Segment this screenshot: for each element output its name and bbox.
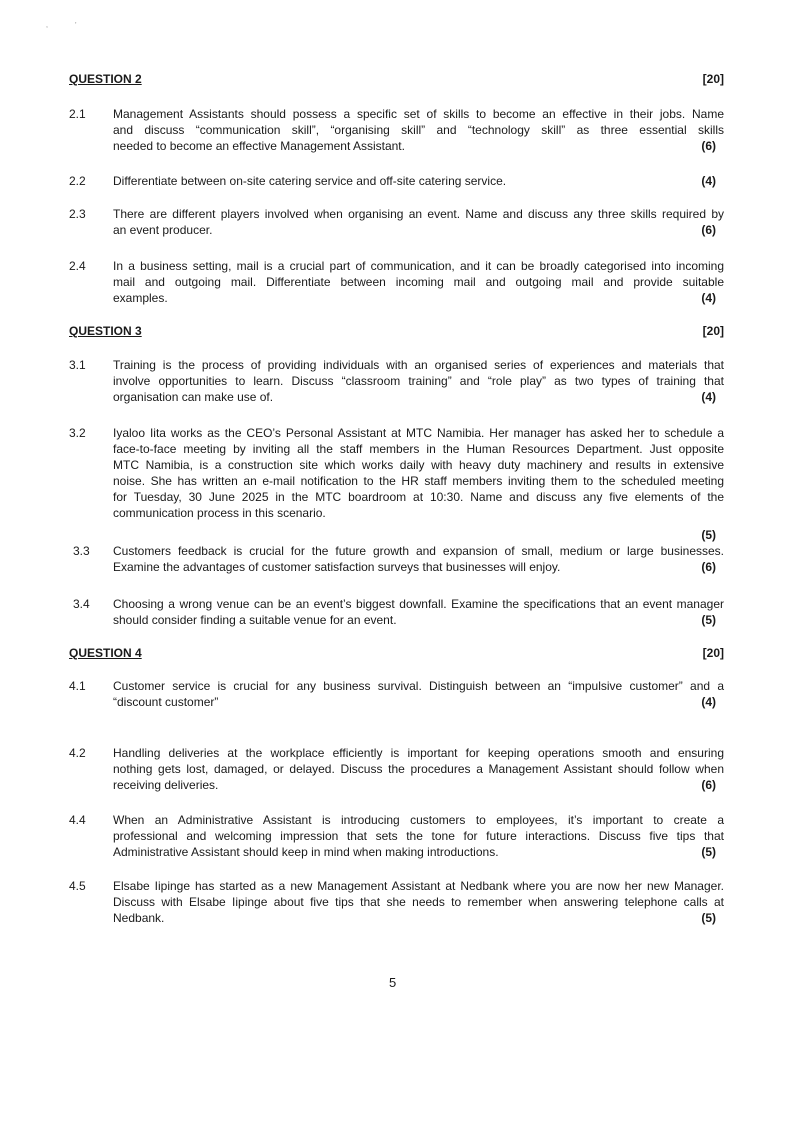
text-line: Customer service is crucial for any business survival. Distinguish between an “impulsive customer” and a (113, 679, 724, 693)
text-line: face-to-face meeting by inviting all the staff members in the Human Resources Department. Just opposite (113, 442, 724, 456)
text-line: Administrative Assistant should keep in mind when making introductions. (113, 845, 499, 859)
question-text (113, 596, 724, 628)
question-marks: (6) (701, 778, 716, 792)
question-text (113, 206, 724, 238)
question-number: 3.1 (69, 358, 86, 372)
question-text (113, 878, 724, 926)
text-line: Elsabe Iipinge has started as a new Management Assistant at Nedbank where you are now her new Manager. (113, 879, 724, 893)
question-heading (69, 71, 724, 87)
question-text (113, 812, 724, 860)
question-text (113, 745, 724, 793)
text-line: Nedbank. (113, 911, 165, 925)
text-line: Iyaloo Iita works as the CEO’s Personal Assistant at MTC Namibia. Her manager has asked her to schedule a (113, 426, 724, 440)
text-line: “discount customer” (113, 695, 219, 709)
question-total-marks: [20] (702, 324, 724, 338)
text-line: mail and outgoing mail. Differentiate between incoming mail and outgoing mail and provide suitable (113, 275, 724, 289)
question-number: 4.1 (69, 679, 86, 693)
question-marks: (5) (701, 613, 716, 627)
text-line: noise. She has written an e-mail notification to the HR staff members inviting them to the scheduled meeting (113, 474, 724, 488)
question-number: 2.2 (69, 174, 86, 188)
question-marks: (4) (701, 174, 716, 188)
question-text (113, 678, 724, 710)
question-text (113, 258, 724, 306)
question-text (113, 106, 724, 154)
question-number: 2.4 (69, 259, 86, 273)
text-line: MTC Namibia, is a construction site which works daily with heavy duty machinery and results in extensive (113, 458, 724, 472)
question-number: 3.3 (73, 544, 90, 558)
question-total-marks: [20] (702, 646, 724, 660)
page-number: 5 (389, 975, 397, 990)
text-line: Customers feedback is crucial for the future growth and expansion of small, medium or large businesses. (113, 544, 724, 558)
question-marks: (6) (701, 560, 716, 574)
question-number: 4.2 (69, 746, 86, 760)
text-line: an event producer. (113, 223, 213, 237)
text-line: involve opportunities to learn. Discuss “classroom training” and “role play” as two types of training that (113, 374, 724, 388)
text-line: should consider finding a suitable venue for an event. (113, 613, 397, 627)
question-heading (69, 645, 724, 661)
question-marks: (5) (701, 528, 716, 543)
question-number: 2.1 (69, 107, 86, 121)
question-marks: (5) (701, 845, 716, 859)
text-line: professional and welcoming impression that sets the tone for future interactions. Discuss five tips that (113, 829, 724, 843)
text-line: receiving deliveries. (113, 778, 219, 792)
question-text (113, 173, 724, 189)
text-line: Differentiate between on-site catering service and off-site catering service. (113, 174, 507, 188)
question-marks: (6) (701, 223, 716, 237)
text-line: Training is the process of providing individuals with an organised series of experiences and materials that (113, 358, 724, 372)
question-title: QUESTION 4 (69, 646, 142, 660)
text-line: There are different players involved when organising an event. Name and discuss any three skills required by (113, 207, 724, 221)
text-line: for Tuesday, 30 June 2025 in the MTC boardroom at 10:30. Name and discuss any five elements of the (113, 490, 724, 504)
text-line: needed to become an effective Management Assistant. (113, 139, 405, 153)
text-line: Choosing a wrong venue can be an event’s biggest downfall. Examine the specifications that an event manager (113, 597, 724, 611)
question-marks: (4) (701, 390, 716, 404)
scan-artifact: , ' (46, 22, 77, 29)
question-text (113, 357, 724, 405)
question-number: 4.4 (69, 813, 86, 827)
text-line: communication process in this scenario. (113, 506, 326, 520)
question-heading (69, 323, 724, 339)
text-line: organisation can make use of. (113, 390, 274, 404)
text-line: Discuss with Elsabe Iipinge about five tips that she needs to remember when answering telephone calls at (113, 895, 724, 909)
question-marks: (6) (701, 139, 716, 153)
text-line: When an Administrative Assistant is introducing customers to employees, it’s important to create a (113, 813, 724, 827)
question-title: QUESTION 2 (69, 72, 142, 86)
text-line: nothing gets lost, damaged, or delayed. Discuss the procedures a Management Assistant should follow when (113, 762, 724, 776)
question-number: 3.2 (69, 426, 86, 440)
question-text (113, 425, 724, 521)
text-line: examples. (113, 291, 168, 305)
text-line: Examine the advantages of customer satisfaction surveys that businesses will enjoy. (113, 560, 561, 574)
question-title: QUESTION 3 (69, 324, 142, 338)
question-number: 3.4 (73, 597, 90, 611)
text-line: In a business setting, mail is a crucial part of communication, and it can be broadly categorised into incoming (113, 259, 724, 273)
text-line: Handling deliveries at the workplace efficiently is important for keeping operations smooth and ensuring (113, 746, 724, 760)
question-marks: (5) (701, 911, 716, 925)
question-total-marks: [20] (702, 72, 724, 86)
text-line: Management Assistants should possess a specific set of skills to become an effective in their jobs. Name (113, 107, 724, 121)
question-text (113, 543, 724, 575)
question-number: 4.5 (69, 879, 86, 893)
text-line: and discuss “communication skill”, “organising skill” and “technology skill” as three essential skills (113, 123, 724, 137)
question-marks: (4) (701, 291, 716, 305)
question-marks: (4) (701, 695, 716, 709)
question-number: 2.3 (69, 207, 86, 221)
